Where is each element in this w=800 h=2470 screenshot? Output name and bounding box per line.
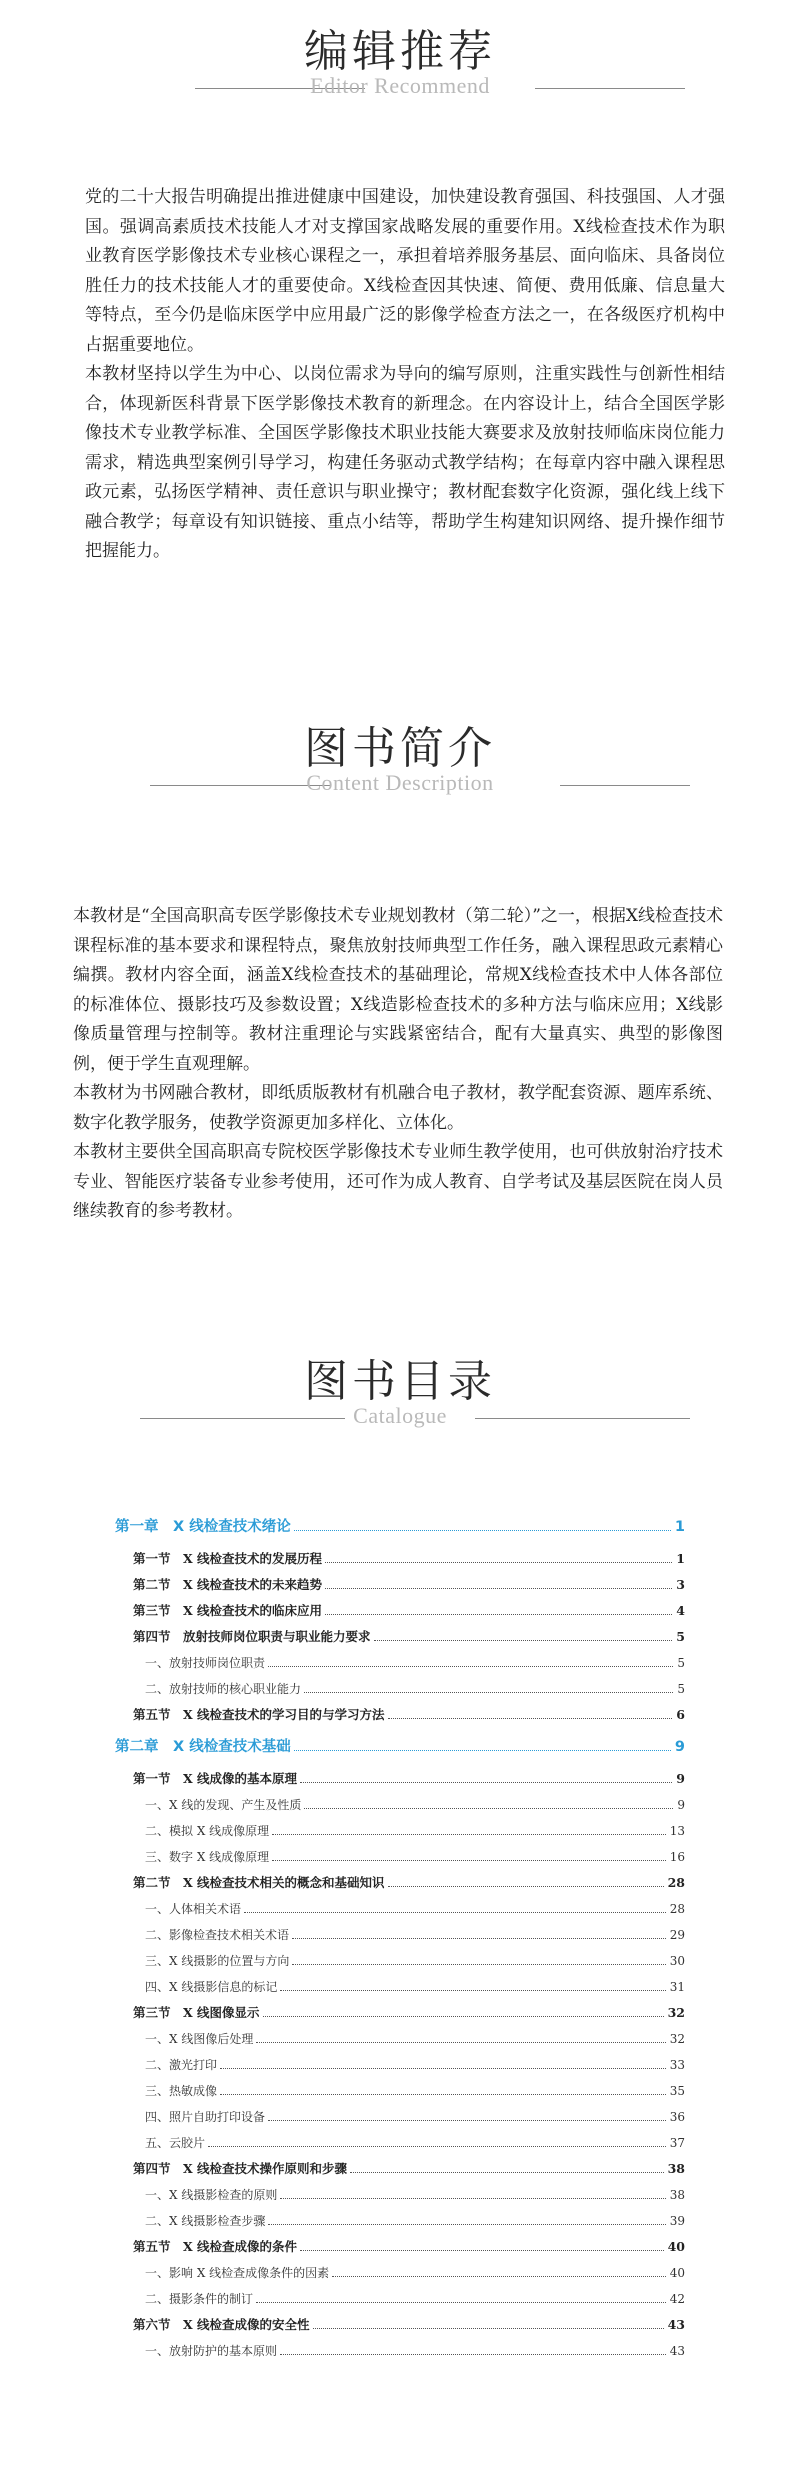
toc-section-row [115,1766,685,1792]
toc-dot-leader [280,2198,665,2199]
toc-section-row [115,2000,685,2026]
toc-dot-leader [263,2016,664,2017]
toc-dot-leader [374,1640,673,1641]
toc-section-row [115,1870,685,1896]
toc-sub-row [115,2208,685,2234]
toc-page-number: 28 [667,1875,685,1890]
toc-entry-title: 第三节 X 线检查技术的临床应用 [133,1603,323,1618]
toc-entry-title: 一、放射技师岗位职责 [145,1656,266,1670]
toc-sub-row [115,2078,685,2104]
toc-page-number: 5 [677,1682,685,1696]
toc-sub-row [115,1676,685,1702]
content-description-body [73,902,723,1227]
toc-entry-title: 一、X 线图像后处理 [145,2032,254,2046]
toc-sub-row [115,2182,685,2208]
toc-entry-title: 二、激光打印 [145,2058,218,2072]
toc-entry-title: 三、X 线摄影的位置与方向 [145,1954,290,1968]
toc-entry-title: 第一章 X 线检查技术绪论 [115,1519,291,1535]
toc-page-number: 38 [669,2188,685,2202]
heading-divider-right [560,785,690,786]
toc-sub-row [115,1922,685,1948]
toc-section-row [115,2234,685,2260]
toc-page-number: 28 [669,1902,685,1916]
toc-page-number: 31 [669,1980,685,1994]
toc-page-number: 30 [669,1954,685,1968]
toc-sub-row [115,2260,685,2286]
toc-entry-title: 第二章 X 线检查技术基础 [115,1739,291,1755]
toc-page-number: 4 [676,1603,685,1618]
toc-dot-leader [272,1860,666,1861]
toc-page-number: 29 [669,1928,685,1942]
toc-entry-title: 二、X 线摄影检查步骤 [145,2214,266,2228]
heading-divider-right [535,88,685,89]
toc-chapter-row [115,1728,685,1766]
toc-entry-title: 第二节 X 线检查技术相关的概念和基础知识 [133,1875,385,1890]
toc-entry-title: 第四节 放射技师岗位职责与职业能力要求 [133,1629,371,1644]
toc-entry-title: 三、热敏成像 [145,2084,218,2098]
toc-entry-title: 一、X 线的发现、产生及性质 [145,1798,302,1812]
toc-sub-row [115,1818,685,1844]
toc-entry-title: 二、模拟 X 线成像原理 [145,1824,270,1838]
heading-divider-right [475,1418,690,1419]
toc-sub-row [115,2104,685,2130]
toc-entry-title: 第五节 X 线检查成像的条件 [133,2239,298,2254]
catalogue-title-en: Catalogue [353,1403,447,1428]
toc-dot-leader [268,1666,673,1667]
toc-entry-title: 第一节 X 线检查技术的发展历程 [133,1551,323,1566]
toc-page-number: 1 [676,1551,685,1566]
toc-dot-leader [300,1782,672,1783]
toc-dot-leader [388,1718,673,1719]
toc-sub-row [115,1896,685,1922]
toc-dot-leader [268,2224,665,2225]
toc-dot-leader [280,2354,666,2355]
toc-page-number: 32 [667,2005,685,2020]
toc-page-number: 13 [669,1824,685,1838]
toc-page-number: 5 [677,1656,685,1670]
toc-sub-row [115,1844,685,1870]
toc-sub-row [115,1974,685,2000]
intro-paragraph-1: 本教材是“全国高职高专医学影像技术专业规划教材（第二轮）”之一，根据X线检查技术课程标准的基本要求和课程特点，聚焦放射技师典型工作任务，融入课程思政元素精心编撰。教材内容全面，涵盖X线检查技术的基础理论，常规X线检查技术中人体各部位的标准体位、摄影技巧及参数设置；X线造影检查技术的多种方法与临床应用；X线影像质量管理与控制等。教材注重理论与实践紧密结合，配有大量真实、典型的影像图例，便于学生直观理解。 [73,906,723,1074]
toc-dot-leader [294,1750,671,1751]
toc-page-number: 9 [677,1798,685,1812]
table-of-contents [115,1508,685,2364]
toc-sub-row [115,1650,685,1676]
intro-title-zh: 图书简介 [304,723,496,774]
toc-page-number: 43 [669,2344,685,2358]
toc-chapter-row [115,1508,685,1546]
toc-sub-row [115,2286,685,2312]
toc-dot-leader [256,2302,666,2303]
toc-section-row [115,2312,685,2338]
toc-dot-leader [304,1692,673,1693]
editor-recommend-body [85,183,725,567]
toc-page-number: 37 [669,2136,685,2150]
toc-section-row [115,1624,685,1650]
toc-entry-title: 五、云胶片 [145,2136,206,2150]
toc-page-number: 40 [667,2239,685,2254]
editor-recommend-heading [0,15,800,105]
toc-entry-title: 一、放射防护的基本原则 [145,2344,278,2358]
intro-paragraph-2: 本教材为书网融合教材，即纸质版教材有机融合电子教材，教学配套资源、题库系统、数字化教学服务，使教学资源更加多样化、立体化。 [73,1083,723,1133]
toc-entry-title: 四、X 线摄影信息的标记 [145,1980,278,1994]
toc-dot-leader [268,2120,666,2121]
toc-page-number: 5 [676,1629,685,1644]
toc-dot-leader [313,2328,664,2329]
toc-dot-leader [332,2276,666,2277]
toc-page-number: 43 [667,2317,685,2332]
toc-sub-row [115,2338,685,2364]
catalogue-title-zh: 图书目录 [304,1356,496,1407]
toc-entry-title: 一、人体相关术语 [145,1902,242,1916]
toc-entry-title: 第三节 X 线图像显示 [133,2005,260,2020]
toc-sub-row [115,2026,685,2052]
content-description-heading [0,712,800,802]
toc-dot-leader [325,1614,672,1615]
toc-page-number: 16 [669,1850,685,1864]
toc-dot-leader [280,1990,665,1991]
toc-entry-title: 第二节 X 线检查技术的未来趋势 [133,1577,323,1592]
toc-page-number: 36 [669,2110,685,2124]
toc-entry-title: 第五节 X 线检查技术的学习目的与学习方法 [133,1707,385,1722]
toc-page-number: 35 [669,2084,685,2098]
toc-entry-title: 二、摄影条件的制订 [145,2292,254,2306]
toc-entry-title: 一、影响 X 线检查成像条件的因素 [145,2266,330,2280]
catalogue-heading [0,1345,800,1435]
intro-title-en: Content Description [306,770,494,795]
toc-sub-row [115,2052,685,2078]
toc-page-number: 6 [676,1707,685,1722]
toc-dot-leader [300,2250,664,2251]
toc-entry-title: 第一节 X 线成像的基本原理 [133,1771,298,1786]
toc-dot-leader [208,2146,666,2147]
toc-section-row [115,1702,685,1728]
toc-section-row [115,2156,685,2182]
toc-page-number: 40 [669,2266,685,2280]
toc-page-number: 32 [669,2032,685,2046]
toc-dot-leader [292,1964,665,1965]
toc-dot-leader [256,2042,665,2043]
intro-paragraph-3: 本教材主要供全国高职高专院校医学影像技术专业师生教学使用，也可供放射治疗技术专业、智能医疗装备专业参考使用，还可作为成人教育、自学考试及基层医院在岗人员继续教育的参考教材。 [73,1142,723,1221]
toc-dot-leader [350,2172,664,2173]
toc-dot-leader [294,1530,671,1531]
toc-page-number: 33 [669,2058,685,2072]
editor-title-en: Editor Recommend [310,73,490,98]
toc-sub-row [115,1792,685,1818]
editor-paragraph-1: 党的二十大报告明确提出推进健康中国建设，加快建设教育强国、科技强国、人才强国。强调高素质技术技能人才对支撑国家战略发展的重要作用。X线检查技术作为职业教育医学影像技术专业核心课程之一，承担着培养服务基层、面向临床、具备岗位胜任力的技术技能人才的重要使命。X线检查因其快速、简便、费用低廉、信息量大等特点，至今仍是临床医学中应用最广泛的影像学检查方法之一，在各级医疗机构中占据重要地位。 [85,187,725,355]
editor-paragraph-2: 本教材坚持以学生为中心、以岗位需求为导向的编写原则，注重实践性与创新性相结合，体现新医科背景下医学影像技术教育的新理念。在内容设计上，结合全国医学影像技术专业教学标准、全国医学影像技术职业技能大赛要求及放射技师临床岗位能力需求，精选典型案例引导学习，构建任务驱动式教学结构；在每章内容中融入课程思政元素，弘扬医学精神、责任意识与职业操守；教材配套数字化资源，强化线上线下融合教学；每章设有知识链接、重点小结等，帮助学生构建知识网络、提升操作细节把握能力。 [85,364,725,561]
toc-page-number: 39 [669,2214,685,2228]
toc-dot-leader [272,1834,666,1835]
toc-entry-title: 四、照片自助打印设备 [145,2110,266,2124]
toc-page-number: 1 [674,1519,685,1535]
toc-entry-title: 第四节 X 线检查技术操作原则和步骤 [133,2161,348,2176]
toc-dot-leader [220,2068,666,2069]
toc-dot-leader [244,1912,666,1913]
toc-dot-leader [325,1562,672,1563]
toc-dot-leader [292,1938,666,1939]
editor-title-zh: 编辑推荐 [304,26,496,77]
toc-page-number: 9 [674,1739,685,1755]
toc-section-row [115,1598,685,1624]
toc-dot-leader [304,1808,673,1809]
toc-page-number: 3 [676,1577,685,1592]
toc-sub-row [115,1948,685,1974]
toc-entry-title: 二、影像检查技术相关术语 [145,1928,290,1942]
toc-page-number: 38 [667,2161,685,2176]
toc-entry-title: 二、放射技师的核心职业能力 [145,1682,302,1696]
toc-sub-row [115,2130,685,2156]
toc-page-number: 9 [676,1771,685,1786]
toc-section-row [115,1572,685,1598]
toc-dot-leader [325,1588,672,1589]
toc-dot-leader [220,2094,666,2095]
toc-section-row [115,1546,685,1572]
toc-entry-title: 三、数字 X 线成像原理 [145,1850,270,1864]
toc-entry-title: 一、X 线摄影检查的原则 [145,2188,278,2202]
toc-dot-leader [388,1886,664,1887]
toc-page-number: 42 [669,2292,685,2306]
toc-entry-title: 第六节 X 线检查成像的安全性 [133,2317,310,2332]
